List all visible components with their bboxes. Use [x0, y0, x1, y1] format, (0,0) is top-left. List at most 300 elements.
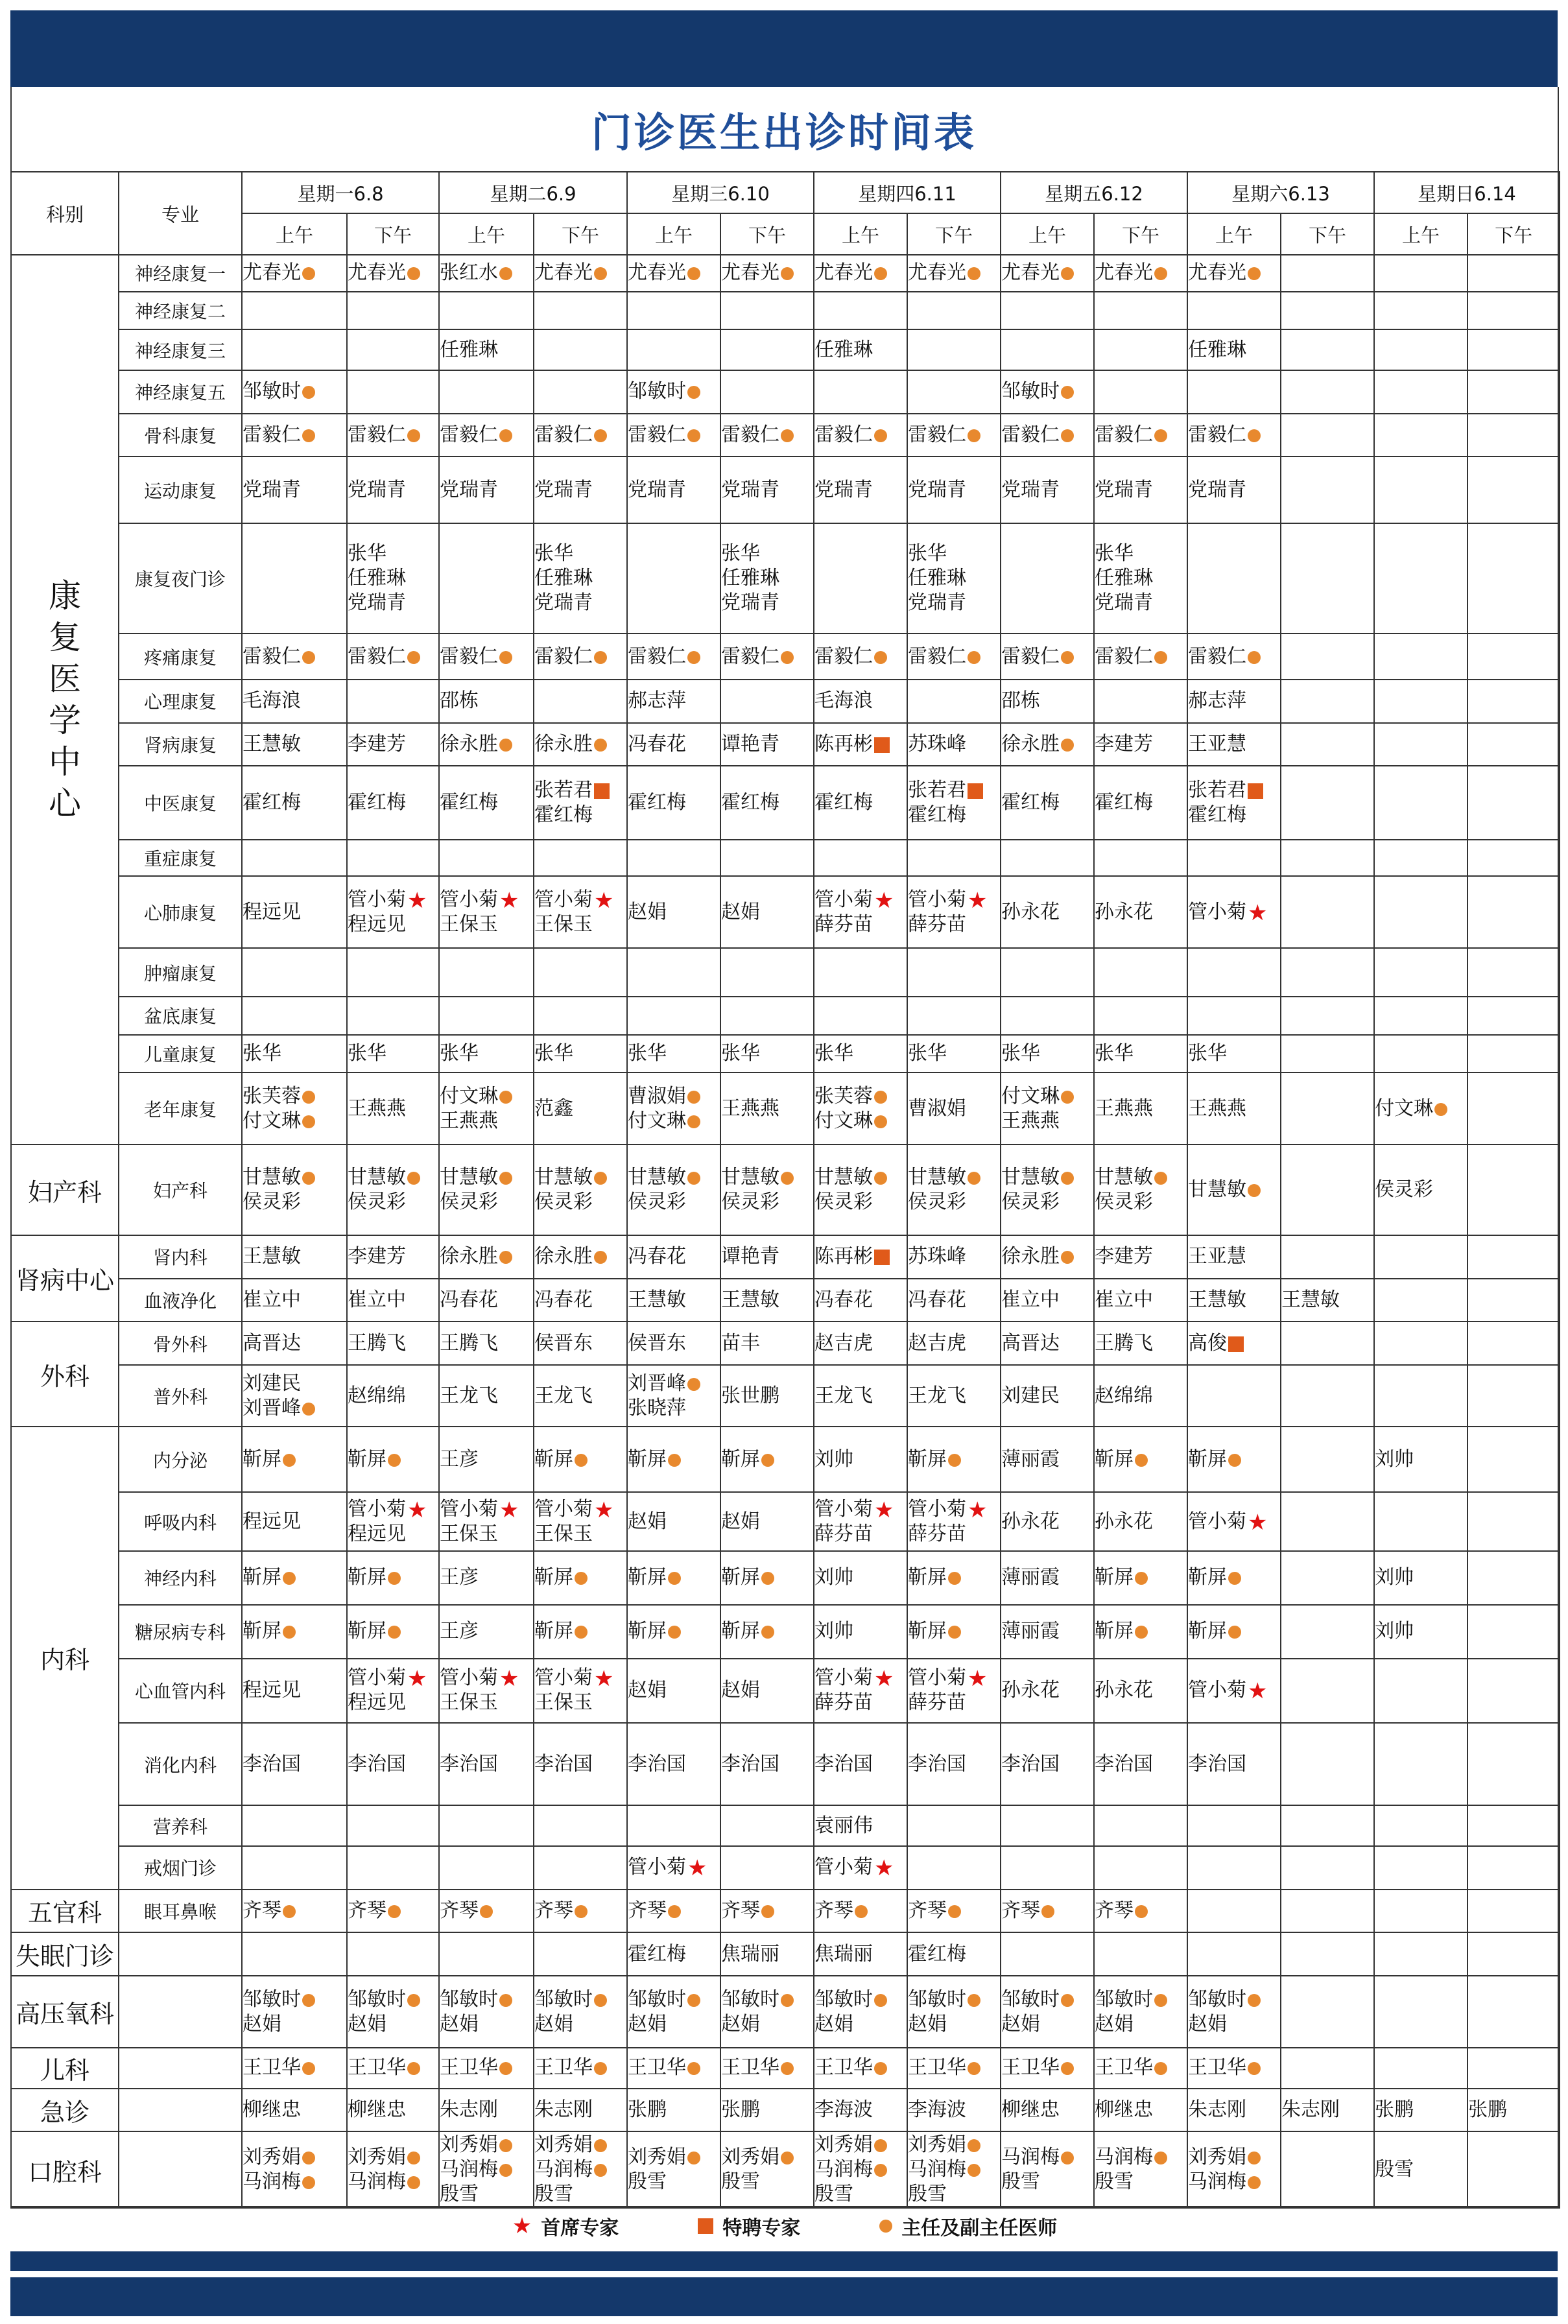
doctor-entry — [1095, 2012, 1187, 2037]
doctor-name: 邵栋 — [1001, 689, 1041, 713]
schedule-cell — [1467, 1551, 1560, 1605]
schedule-cell — [1094, 840, 1187, 877]
schedule-cell — [1374, 1073, 1467, 1144]
schedule-cell — [1094, 1073, 1187, 1144]
doctor-entry — [908, 1447, 1000, 1472]
doctor-name: 徐永胜 — [440, 1245, 498, 1268]
schedule-cell — [347, 1976, 439, 2048]
department-cell: 急诊 — [11, 2089, 119, 2132]
schedule-cell — [1281, 634, 1374, 680]
day-header: 星期五6.12 — [1001, 172, 1187, 213]
doctor-entry — [1095, 1097, 1187, 1121]
doctor-name: 付文琳 — [1375, 1097, 1434, 1120]
doctor-entry — [534, 423, 626, 447]
schedule-cell — [242, 1492, 347, 1551]
schedule-cell — [1467, 1235, 1560, 1279]
doctor-entry — [534, 1041, 626, 1066]
schedule-cell — [1094, 1365, 1187, 1427]
doctor-name: 张华 — [534, 542, 573, 565]
doctor-entry — [721, 1288, 813, 1312]
doctor-entry — [908, 1752, 1000, 1777]
schedule-cell — [1001, 1144, 1094, 1235]
doctor-entry — [721, 1899, 813, 1923]
doctor-entry — [534, 1097, 626, 1121]
director-dot-icon — [1135, 1626, 1148, 1639]
doctor-entry — [814, 1942, 907, 1967]
schedule-cell — [627, 1144, 720, 1235]
schedule-cell — [1467, 2089, 1560, 2132]
doctor-entry — [908, 1097, 1000, 1121]
doctor-name: 管小菊 — [534, 1497, 593, 1521]
doctor-name: 徐永胜 — [440, 732, 498, 755]
schedule-row — [11, 948, 1560, 997]
doctor-entry — [348, 591, 438, 615]
director-dot-icon — [1061, 386, 1074, 399]
schedule-cell — [1001, 1846, 1094, 1890]
schedule-cell — [439, 634, 534, 680]
director-dot-icon — [968, 1172, 980, 1185]
doctor-entry — [440, 732, 533, 757]
doctor-entry — [1095, 2098, 1187, 2122]
doctor-name: 马润梅 — [1001, 2146, 1060, 2169]
schedule-cell — [1281, 840, 1374, 877]
schedule-row — [11, 997, 1560, 1035]
director-dot-icon — [781, 1172, 794, 1185]
doctor-name: 王慧敏 — [628, 1288, 686, 1311]
schedule-cell — [1187, 456, 1281, 523]
schedule-cell — [1374, 840, 1467, 877]
schedule-cell — [1094, 723, 1187, 766]
schedule-cell — [534, 1279, 627, 1322]
doctor-name: 程远见 — [348, 1691, 406, 1714]
schedule-cell — [439, 1659, 534, 1723]
schedule-cell — [720, 1846, 814, 1890]
schedule-cell — [534, 1551, 627, 1605]
schedule-cell — [1001, 2131, 1094, 2208]
schedule-row — [11, 456, 1560, 523]
schedule-cell — [720, 1073, 814, 1144]
doctor-name: 徐永胜 — [1001, 1245, 1060, 1268]
doctor-entry — [1188, 338, 1280, 362]
doctor-entry — [243, 478, 346, 503]
legend-label: 主任及副主任医师 — [901, 2217, 1058, 2240]
doctor-entry — [908, 732, 1000, 757]
doctor-entry — [1095, 1288, 1187, 1312]
doctor-name: 管小菊 — [814, 888, 873, 911]
schedule-cell — [1281, 1144, 1374, 1235]
doctor-entry — [1375, 2098, 1467, 2122]
schedule-cell — [1001, 876, 1094, 948]
doctor-entry — [348, 2170, 438, 2194]
doctor-name: 马润梅 — [243, 2170, 301, 2194]
doctor-name: 王卫华 — [1001, 2056, 1060, 2080]
schedule-cell — [1374, 1932, 1467, 1976]
doctor-entry — [1281, 2098, 1373, 2122]
schedule-cell — [720, 1551, 814, 1605]
schedule-cell — [242, 1427, 347, 1492]
doctor-entry — [243, 645, 346, 669]
doctor-entry — [814, 1666, 907, 1690]
doctor-entry — [814, 912, 907, 937]
doctor-name: 党瑞青 — [243, 478, 301, 501]
schedule-cell — [720, 456, 814, 523]
doctor-entry — [534, 1384, 626, 1408]
schedule-cell — [627, 1805, 720, 1846]
schedule-cell — [1467, 1846, 1560, 1890]
doctor-entry — [1375, 1447, 1467, 1472]
doctor-entry — [1095, 1752, 1187, 1777]
doctor-entry — [721, 566, 813, 591]
doctor-name: 刘建民 — [243, 1371, 301, 1395]
schedule-cell — [1467, 1976, 1560, 2048]
doctor-entry — [814, 1814, 907, 1838]
doctor-name: 付文琳 — [1001, 1084, 1060, 1108]
doctor-entry — [243, 1331, 346, 1356]
schedule-cell — [1094, 1322, 1187, 1365]
schedule-cell — [1187, 840, 1281, 877]
chief-expert-star-icon: ★ — [594, 1497, 614, 1523]
schedule-cell — [1001, 1551, 1094, 1605]
legend-item-square — [696, 2212, 800, 2240]
doctor-entry — [1188, 803, 1280, 827]
doctor-entry — [1095, 1987, 1187, 2012]
doctor-name: 任雅琳 — [440, 338, 498, 361]
schedule-row — [11, 1365, 1560, 1427]
schedule-cell — [1094, 1235, 1187, 1279]
schedule-row — [11, 2089, 1560, 2132]
am-header: 上午 — [1001, 213, 1094, 255]
director-dot-icon — [1248, 2062, 1261, 2075]
director-dot-icon — [1061, 2062, 1074, 2075]
director-dot-icon — [594, 267, 607, 280]
schedule-cell — [907, 1932, 1001, 1976]
director-dot-icon — [1061, 267, 1074, 280]
schedule-cell — [720, 292, 814, 330]
star-icon: ★ — [512, 2213, 532, 2239]
schedule-cell — [720, 1235, 814, 1279]
schedule-cell — [1374, 948, 1467, 997]
doctor-name: 孙永花 — [1095, 1510, 1154, 1533]
doctor-entry — [908, 541, 1000, 566]
director-dot-icon — [874, 267, 887, 280]
schedule-cell — [720, 1723, 814, 1805]
schedule-cell — [1467, 1492, 1560, 1551]
director-dot-icon — [668, 1572, 681, 1585]
director-dot-icon — [1041, 1905, 1054, 1918]
schedule-cell — [907, 292, 1001, 330]
schedule-cell — [1094, 1427, 1187, 1492]
doctor-entry — [1001, 2012, 1093, 2037]
doctor-entry — [908, 1288, 1000, 1312]
pm-header: 下午 — [347, 213, 439, 255]
doctor-name: 甘慧敏 — [721, 1166, 779, 1189]
doctor-entry — [1095, 645, 1187, 669]
schedule-cell — [720, 1035, 814, 1073]
schedule-cell — [242, 1235, 347, 1279]
doctor-entry — [814, 1041, 907, 1066]
doctor-entry — [814, 1497, 907, 1522]
doctor-name: 赵娟 — [1095, 2012, 1134, 2035]
schedule-cell — [242, 2131, 347, 2208]
schedule-cell — [242, 329, 347, 370]
doctor-name: 郝志萍 — [1188, 689, 1247, 713]
doctor-entry — [908, 478, 1000, 503]
specialty-cell: 心肺康复 — [119, 876, 242, 948]
director-dot-icon — [302, 1091, 315, 1104]
doctor-entry — [348, 1987, 438, 2012]
doctor-name: 张红水 — [440, 261, 498, 285]
schedule-cell — [1467, 1723, 1560, 1805]
schedule-cell — [1281, 1427, 1374, 1492]
doctor-name: 王卫华 — [814, 2056, 873, 2080]
doctor-entry — [721, 1097, 813, 1121]
doctor-name: 殷雪 — [534, 2183, 573, 2206]
doctor-entry — [908, 1942, 1000, 1967]
doctor-entry — [1001, 1288, 1093, 1312]
schedule-row — [11, 680, 1560, 723]
schedule-cell — [1187, 1846, 1281, 1890]
doctor-name: 柳继忠 — [348, 2098, 406, 2122]
schedule-cell — [534, 680, 627, 723]
doctor-name: 甘慧敏 — [534, 1166, 593, 1189]
doctor-name: 雷毅仁 — [243, 645, 301, 668]
chief-expert-star-icon: ★ — [874, 1855, 894, 1882]
doctor-name: 李建芳 — [348, 1245, 406, 1268]
doctor-name: 雷毅仁 — [440, 645, 498, 668]
schedule-cell — [907, 997, 1001, 1035]
doctor-name: 张鹏 — [721, 2098, 760, 2122]
schedule-cell — [242, 370, 347, 414]
schedule-cell — [1187, 2089, 1281, 2132]
doctor-entry — [1001, 645, 1093, 669]
doctor-entry — [243, 261, 346, 285]
chief-expert-star-icon: ★ — [499, 1666, 519, 1692]
schedule-cell — [1187, 1605, 1281, 1659]
doctor-name: 侯灵彩 — [721, 1191, 779, 1214]
doctor-name: 李治国 — [1001, 1752, 1060, 1775]
schedule-cell — [814, 292, 907, 330]
schedule-cell — [1374, 876, 1467, 948]
schedule-cell — [1467, 997, 1560, 1035]
doctor-name: 张若君 — [534, 778, 593, 801]
doctor-name: 王慧敏 — [243, 732, 301, 755]
doctor-name: 党瑞青 — [1095, 591, 1154, 615]
schedule-cell — [347, 876, 439, 948]
doctor-entry — [1188, 1752, 1280, 1777]
schedule-cell — [1187, 1365, 1281, 1427]
specialty-cell: 神经康复一 — [119, 255, 242, 292]
schedule-cell — [814, 2131, 907, 2208]
doctor-name: 孙永花 — [1095, 1679, 1154, 1702]
schedule-cell — [627, 1279, 720, 1322]
doctor-entry — [440, 338, 533, 362]
doctor-name: 张华 — [243, 1041, 281, 1065]
bottom-banner — [10, 2277, 1558, 2316]
doctor-name: 邹敏时 — [243, 380, 301, 403]
schedule-cell — [720, 876, 814, 948]
am-pm-header-row — [11, 213, 1560, 255]
specialty-cell — [119, 2048, 242, 2089]
doctor-entry — [908, 591, 1000, 615]
director-dot-icon — [874, 2139, 887, 2152]
doctor-entry — [1188, 2145, 1280, 2170]
schedule-cell — [1187, 948, 1281, 997]
director-dot-icon — [874, 2062, 887, 2075]
schedule-cell — [627, 370, 720, 414]
doctor-name: 付文琳 — [814, 1109, 873, 1132]
doctor-entry — [1001, 1899, 1093, 1923]
doctor-name: 刘秀娟 — [908, 2133, 967, 2157]
doctor-entry — [534, 1690, 626, 1715]
legend-item-dot — [878, 2212, 1057, 2240]
schedule-cell — [1374, 1144, 1467, 1235]
doctor-name: 侯晋东 — [534, 1331, 593, 1355]
doctor-name: 管小菊 — [908, 1666, 967, 1690]
doctor-entry — [348, 1244, 438, 1269]
schedule-cell — [439, 414, 534, 457]
schedule-cell — [720, 634, 814, 680]
doctor-name: 邹敏时 — [1001, 1987, 1060, 2011]
schedule-row — [11, 1492, 1560, 1551]
doctor-entry — [628, 2012, 720, 2037]
schedule-cell — [439, 370, 534, 414]
doctor-name: 管小菊 — [440, 888, 498, 911]
doctor-entry — [721, 1331, 813, 1356]
doctor-name: 邹敏时 — [534, 1987, 593, 2011]
schedule-cell — [907, 255, 1001, 292]
doctor-entry — [534, 1619, 626, 1644]
schedule-cell — [439, 1035, 534, 1073]
doctor-entry — [814, 1987, 907, 2012]
schedule-cell — [347, 680, 439, 723]
doctor-entry — [628, 2145, 720, 2170]
doctor-name: 任雅琳 — [348, 567, 406, 590]
doctor-entry — [628, 2170, 720, 2194]
director-dot-icon — [499, 651, 512, 664]
doctor-name: 侯灵彩 — [243, 1191, 301, 1214]
schedule-cell — [1281, 1890, 1374, 1933]
doctor-entry — [440, 2098, 533, 2122]
schedule-cell — [534, 2089, 627, 2132]
schedule-row — [11, 766, 1560, 839]
doctor-name: 党瑞青 — [348, 591, 406, 615]
legend — [10, 2201, 1558, 2251]
specialty-cell: 骨外科 — [119, 1322, 242, 1365]
day-header: 星期一6.8 — [242, 172, 439, 213]
doctor-name: 程远见 — [243, 1679, 301, 1702]
doctor-entry — [814, 790, 907, 815]
schedule-cell — [439, 1235, 534, 1279]
specialty-cell: 营养科 — [119, 1805, 242, 1846]
doctor-entry — [534, 261, 626, 285]
schedule-row — [11, 1846, 1560, 1890]
doctor-entry — [348, 1384, 438, 1408]
doctor-entry — [534, 566, 626, 591]
schedule-cell — [534, 1805, 627, 1846]
doctor-entry — [348, 888, 438, 912]
doctor-name: 王卫华 — [721, 2056, 779, 2080]
doctor-name: 朱志刚 — [534, 2098, 593, 2122]
schedule-row — [11, 2131, 1560, 2208]
schedule-cell — [347, 1235, 439, 1279]
doctor-entry — [243, 689, 346, 713]
doctor-name: 薄丽霞 — [1001, 1566, 1060, 1589]
doctor-entry — [348, 1619, 438, 1644]
doctor-name: 徐永胜 — [534, 732, 593, 755]
doctor-entry — [440, 2133, 533, 2157]
pm-header: 下午 — [720, 213, 814, 255]
schedule-cell — [627, 1846, 720, 1890]
director-dot-icon — [302, 386, 315, 399]
schedule-cell — [627, 634, 720, 680]
doctor-entry — [440, 2157, 533, 2182]
doctor-name: 王卫华 — [534, 2056, 593, 2080]
doctor-entry — [1188, 2170, 1280, 2194]
doctor-entry — [534, 1752, 626, 1777]
doctor-name: 雷毅仁 — [721, 423, 779, 446]
director-dot-icon — [594, 2139, 607, 2152]
schedule-cell — [627, 1322, 720, 1365]
doctor-entry — [1095, 1384, 1187, 1408]
doctor-entry — [1001, 1041, 1093, 1066]
schedule-cell — [1001, 948, 1094, 997]
doctor-name: 雷毅仁 — [908, 423, 967, 446]
doctor-entry — [908, 2056, 1000, 2080]
doctor-entry — [348, 2145, 438, 2170]
schedule-cell — [627, 2048, 720, 2089]
doctor-entry — [1188, 261, 1280, 285]
doctor-entry — [243, 1752, 346, 1777]
schedule-cell — [347, 634, 439, 680]
doctor-name: 管小菊 — [1188, 1679, 1247, 1702]
schedule-cell — [534, 1890, 627, 1933]
schedule-cell — [439, 1976, 534, 2048]
schedule-cell — [1094, 1492, 1187, 1551]
doctor-name: 邹敏时 — [628, 380, 686, 403]
doctor-entry — [243, 2056, 346, 2080]
director-dot-icon — [781, 429, 794, 442]
schedule-cell — [1001, 766, 1094, 839]
doctor-entry — [243, 732, 346, 757]
schedule-cell — [1467, 1322, 1560, 1365]
doctor-entry — [1001, 423, 1093, 447]
schedule-cell — [1001, 329, 1094, 370]
chief-expert-star-icon: ★ — [1248, 1509, 1268, 1536]
schedule-cell — [1094, 680, 1187, 723]
chief-expert-star-icon: ★ — [687, 1855, 707, 1882]
schedule-cell — [1001, 1365, 1094, 1427]
schedule-cell — [1094, 1723, 1187, 1805]
schedule-cell — [1187, 329, 1281, 370]
schedule-cell — [1187, 766, 1281, 839]
schedule-cell — [907, 329, 1001, 370]
doctor-entry — [1095, 1447, 1187, 1472]
schedule-cell — [1001, 523, 1094, 634]
doctor-name: 徐永胜 — [1001, 732, 1060, 755]
pm-header: 下午 — [1094, 213, 1187, 255]
doctor-entry — [534, 1190, 626, 1215]
doctor-name: 张华 — [1095, 542, 1134, 565]
doctor-name: 李海波 — [814, 2098, 873, 2122]
schedule-cell — [439, 2048, 534, 2089]
doctor-entry — [628, 2056, 720, 2080]
doctor-entry — [721, 541, 813, 566]
doctor-entry — [721, 1510, 813, 1534]
director-dot-icon — [302, 2176, 315, 2189]
special-expert-square-icon — [594, 783, 610, 799]
schedule-cell — [907, 2131, 1001, 2208]
doctor-entry — [628, 1109, 720, 1133]
